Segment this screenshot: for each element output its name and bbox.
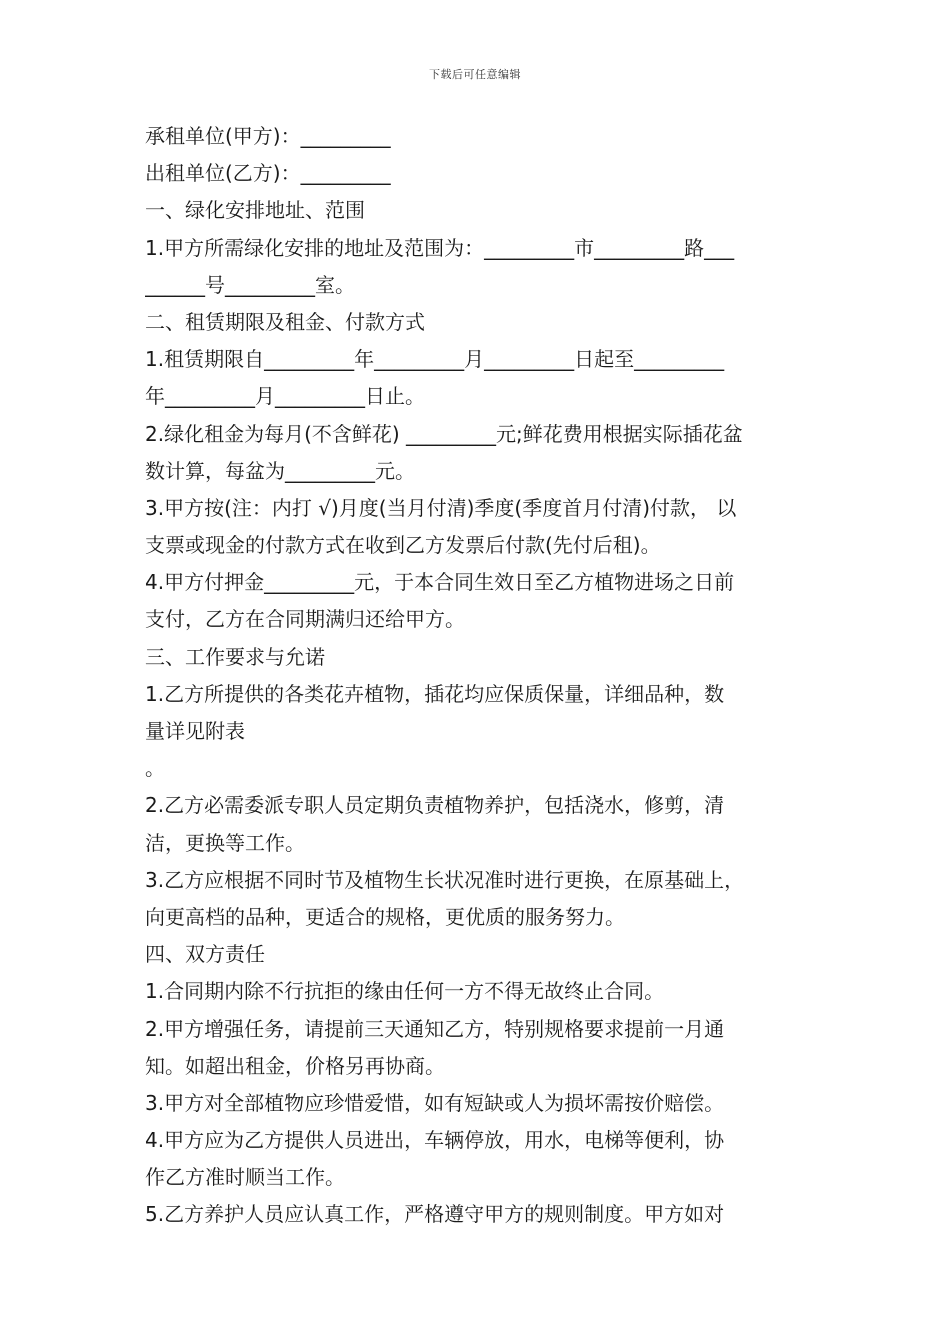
page-header-note: 下载后可任意编辑 [429, 68, 521, 81]
text-line: 。 [145, 756, 165, 781]
text-line: 2.甲方增强任务，请提前三天通知乙方，特别规格要求提前一月通 [145, 1016, 725, 1041]
section-heading: 四、双方责任 [145, 942, 265, 967]
text-line: ______号_________室。 [145, 272, 355, 297]
text-line: 1.甲方所需绿化安排的地址及范围为：_________市_________路___ [145, 235, 735, 260]
text-line: 1.租赁期限自_________年_________月_________日起至_________ [145, 347, 725, 372]
section-heading: 二、租赁期限及租金、付款方式 [145, 309, 425, 334]
text-line: 4.甲方应为乙方提供人员进出，车辆停放，用水，电梯等便利，协 [145, 1128, 725, 1153]
text-line: 数计算，每盆为_________元。 [145, 458, 415, 483]
text-line: 3.乙方应根据不同时节及植物生长状况准时进行更换，在原基础上， [145, 867, 745, 892]
text-line: 2.乙方必需委派专职人员定期负责植物养护，包括浇水，修剪，清 [145, 793, 725, 818]
text-line: 洁，更换等工作。 [145, 830, 305, 855]
text-line: 1.合同期内除不行抗拒的缘由任何一方不得无故终止合同。 [145, 979, 665, 1004]
text-line: 出租单位(乙方)：_________ [145, 161, 391, 186]
section-heading: 一、绿化安排地址、范围 [145, 198, 365, 223]
text-line: 支付，乙方在合同期满归还给甲方。 [145, 607, 465, 632]
section-heading: 三、工作要求与允诺 [145, 644, 325, 669]
contract-body [145, 118, 810, 1234]
text-line: 5.乙方养护人员应认真工作，严格遵守甲方的规则制度。甲方如对 [145, 1202, 725, 1227]
text-line: 1.乙方所提供的各类花卉植物，插花均应保质保量，详细品种，数 [145, 681, 725, 706]
text-line: 支票或现金的付款方式在收到乙方发票后付款(先付后租)。 [145, 533, 661, 558]
text-line: 知。如超出租金，价格另再协商。 [145, 1053, 445, 1078]
text-line: 承租单位(甲方)：_________ [145, 124, 391, 148]
text-line: 3.甲方按(注：内打 √)月度(当月付清)季度(季度首月付清)付款， 以 [145, 495, 737, 520]
text-line: 4.甲方付押金_________元，于本合同生效日至乙方植物进场之日前 [145, 570, 735, 595]
text-line: 年_________月_________日止。 [145, 384, 425, 409]
text-line: 量详见附表 [145, 719, 245, 743]
text-line: 作乙方准时顺当工作。 [145, 1165, 345, 1190]
text-line: 2.绿化租金为每月(不含鲜花) _________元;鲜花费用根据实际插花盆 [145, 421, 743, 446]
text-line: 3.甲方对全部植物应珍惜爱惜，如有短缺或人为损坏需按价赔偿。 [145, 1090, 725, 1115]
text-line: 向更高档的品种，更适合的规格，更优质的服务努力。 [145, 904, 625, 929]
